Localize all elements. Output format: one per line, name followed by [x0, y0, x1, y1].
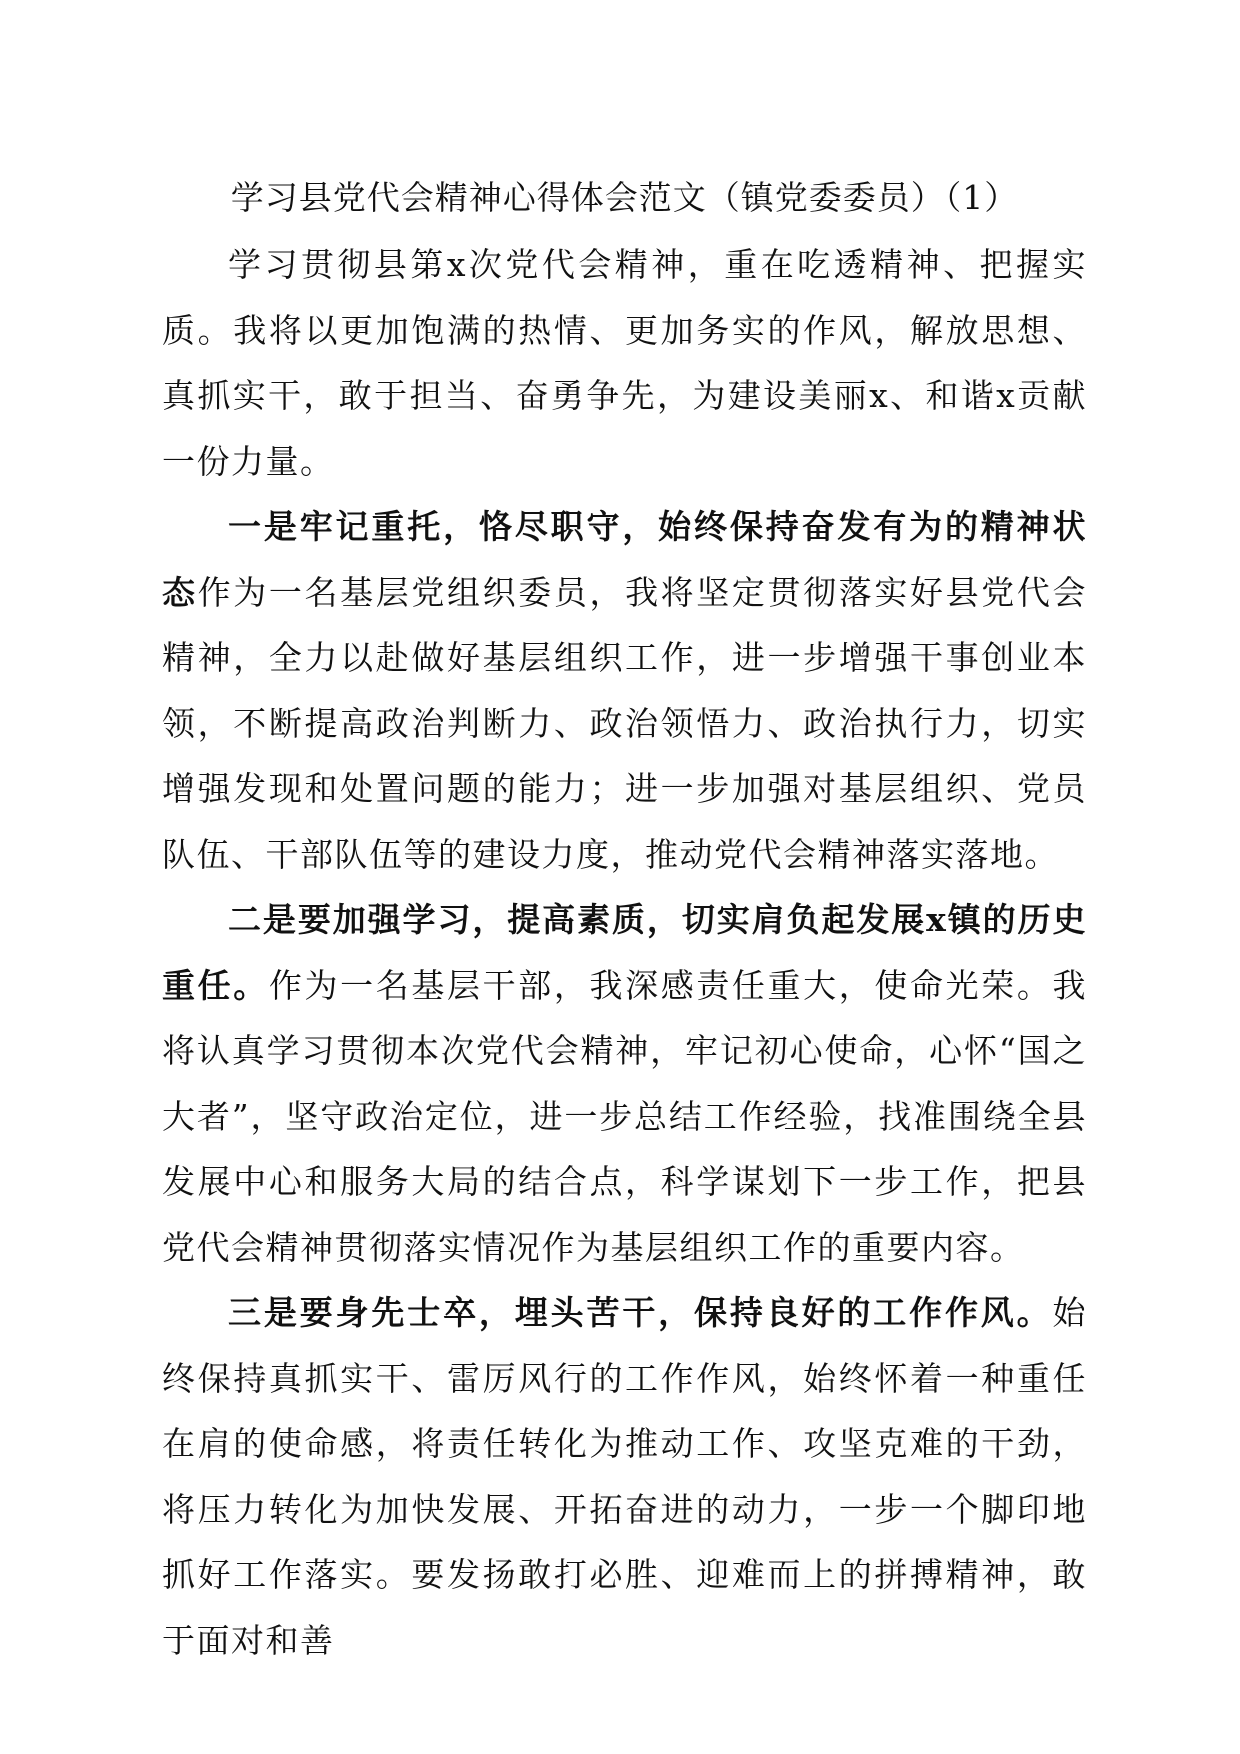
intro-paragraph: 学习贯彻县第x次党代会精神，重在吃透精神、把握实质。我将以更加饱满的热情、更加务实的作风，解放思想、真抓实干，敢于担当、奋勇争先，为建设美丽x、和谐x贡献一份力量。 — [162, 245, 1087, 481]
section-2-heading: 二是要加强学习，提高素质，切实肩负起发展x镇的历史重任。 — [162, 900, 1087, 1005]
section-3-paragraph — [162, 1280, 1087, 1673]
document-page — [162, 176, 1087, 1673]
section-1-paragraph — [162, 494, 1087, 887]
section-2-paragraph — [162, 887, 1087, 1280]
section-2-body: 作为一名基层干部，我深感责任重大，使命光荣。我将认真学习贯彻本次党代会精神，牢记初心使命，心怀“国之大者”，坚守政治定位，进一步总结工作经验，找准围绕全县发展中心和服务大局的结合点，科学谋划下一步工作，把县党代会精神贯彻落实情况作为基层组织工作的重要内容。 — [162, 965, 1088, 1267]
section-3-heading: 三是要身先士卒，埋头苦干，保持良好的工作作风。 — [228, 1293, 1053, 1332]
document-title: 学习县党代会精神心得体会范文（镇党委委员）（1） — [230, 178, 1019, 217]
section-1-body: 作为一名基层党组织委员，我将坚定贯彻落实好县党代会精神，全力以赴做好基层组织工作，进一步增强干事创业本领，不断提高政治判断力、政治领悟力、政治执行力，切实增强发现和处置问题的能力；进一步加强对基层组织、党员队伍、干部队伍等的建设力度，推动党代会精神落实落地。 — [162, 572, 1088, 874]
section-3-body: 始终保持真抓实干、雷厉风行的工作作风，始终怀着一种重任在肩的使命感，将责任转化为推动工作、攻坚克难的干劲，将压力转化为加快发展、开拓奋进的动力，一步一个脚印地抓好工作落实。要发扬敢打必胜、迎难而上的拼搏精神，敢于面对和善 — [162, 1293, 1087, 1660]
section-1-heading: 一是牢记重托，恪尽职守，始终保持奋发有为的精神状态 — [162, 507, 1087, 612]
